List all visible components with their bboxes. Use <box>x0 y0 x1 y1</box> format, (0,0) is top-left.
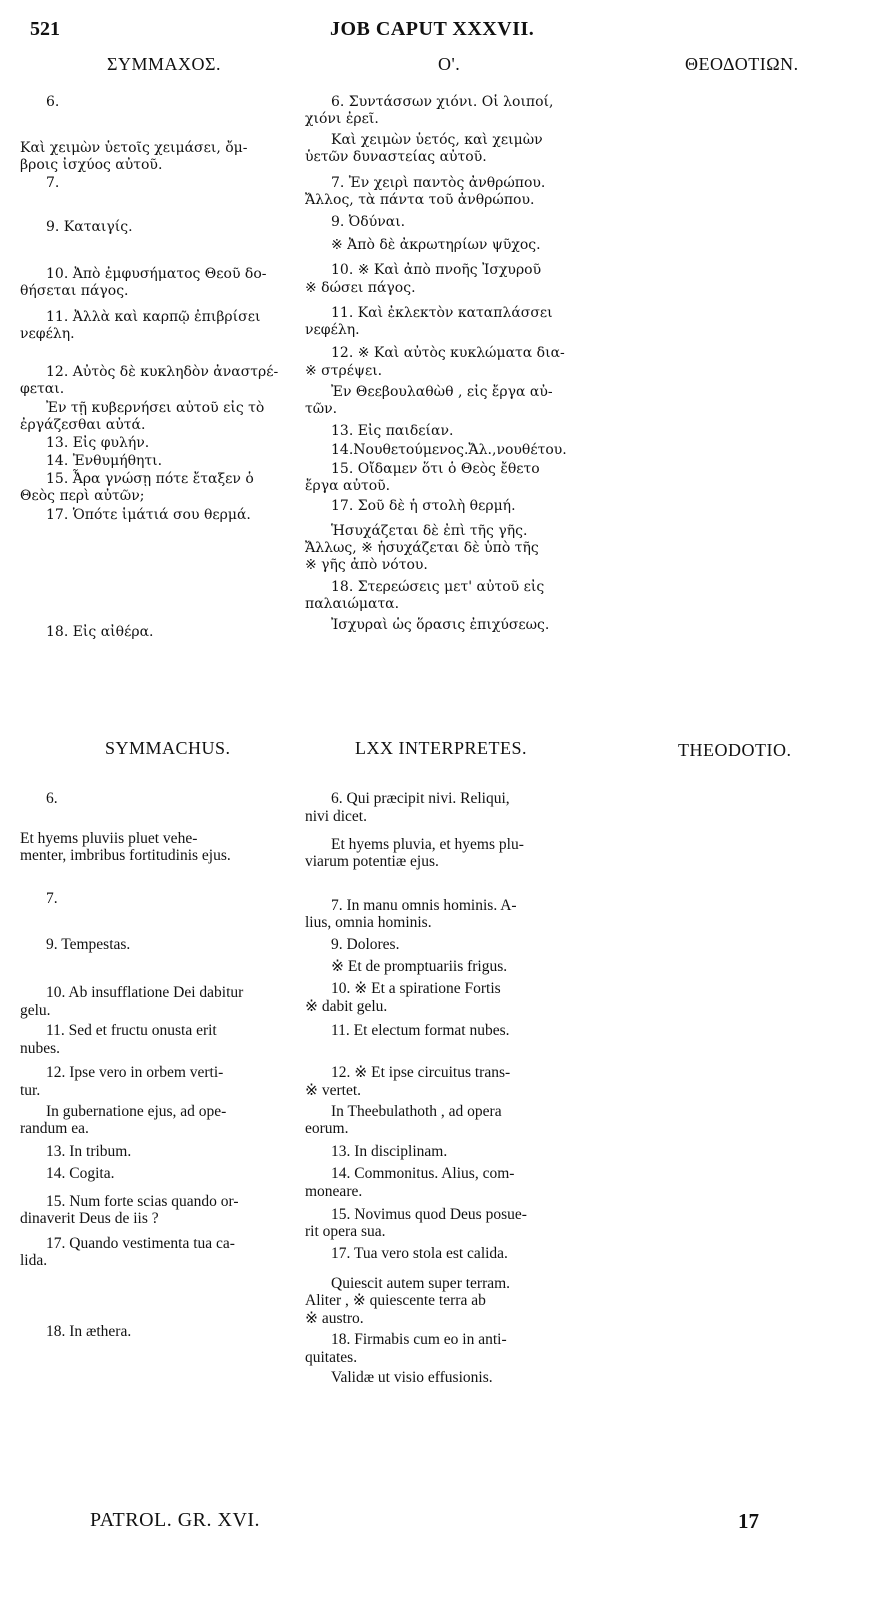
verse-line: νεφέλη. <box>20 326 75 342</box>
verse-line: 11. Ἀλλὰ καὶ καρπῷ ἐπιβρίσει <box>46 309 261 325</box>
page-signature: PATROL. GR. XVI. <box>90 1509 261 1531</box>
verse-line: 18. Στερεώσεις μετ' αὐτοῦ εἰς <box>331 579 545 595</box>
verse-line: 6. Qui præcipit nivi. Reliqui, <box>331 790 510 807</box>
verse-line: Καὶ χειμὼν ὑετοῖς χειμάσει, ὄμ- <box>20 140 248 156</box>
verse-line: rit opera sua. <box>305 1223 386 1240</box>
verse-line: νεφέλη. <box>305 322 360 338</box>
verse-line: 10. Ab insufflatione Dei dabitur <box>46 984 244 1001</box>
verse-line: 18. Firmabis cum eo in anti- <box>331 1331 507 1348</box>
verse-line: 17. Ὁπότε ἱμάτιά σου θερμά. <box>46 507 251 523</box>
verse-line: Et hyems pluvia, et hyems plu- <box>331 836 524 853</box>
greek-lxx-header: Ο'. <box>438 54 461 74</box>
latin-lxx-header: LXX INTERPRETES. <box>355 738 527 758</box>
verse-line: 9. Tempestas. <box>46 936 131 953</box>
verse-line: 11. Sed et fructu onusta erit <box>46 1022 217 1039</box>
verse-line: 7. In manu omnis hominis. A- <box>331 897 517 914</box>
verse-line: 14. Commonitus. Alius, com- <box>331 1165 515 1182</box>
verse-line: Ἐν τῇ κυβερνήσει αὐτοῦ εἰς τὸ <box>46 400 265 416</box>
verse-line: θήσεται πάγος. <box>20 283 129 299</box>
verse-line: 17. Σοῦ δὲ ἡ στολὴ θερμή. <box>331 498 516 514</box>
verse-line: ※ Et de promptuariis frigus. <box>331 958 508 975</box>
verse-line: ※ δώσει πάγος. <box>305 280 416 296</box>
sheet-number: 17 <box>738 1509 759 1533</box>
verse-line: παλαιώματα. <box>305 596 400 612</box>
verse-line: 18. In æthera. <box>46 1323 132 1340</box>
verse-line: 9. Ὀδύναι. <box>331 214 406 230</box>
verse-line: 15. Οἴδαμεν ὅτι ὁ Θεὸς ἔθετο <box>331 461 540 477</box>
verse-line: βροις ἰσχύος αὐτοῦ. <box>20 157 163 173</box>
verse-line: 11. Καὶ ἐκλεκτὸν καταπλάσσει <box>331 305 553 321</box>
latin-theodotion-header: THEODOTIO. <box>678 740 792 760</box>
verse-line: Aliter , ※ quiescente terra ab <box>305 1292 486 1309</box>
verse-line: tur. <box>20 1082 41 1099</box>
verse-line: Ἄλλος, τὰ πάντα τοῦ ἀνθρώπου. <box>305 192 535 208</box>
verse-line: ※ στρέψει. <box>305 363 383 379</box>
verse-line: 13. In disciplinam. <box>331 1143 448 1160</box>
verse-line: lius, omnia hominis. <box>305 914 432 931</box>
running-title: JOB CAPUT XXXVII. <box>330 18 535 40</box>
verse-line: 6. Συντάσσων χιόνι. Οἱ λοιποί, <box>331 94 554 110</box>
verse-line: Θεὸς περὶ αὐτῶν; <box>20 488 145 504</box>
verse-line: 14.Νουθετούμενος.Ἄλ.,νουθέτου. <box>331 442 567 458</box>
verse-line: Ἄλλως, ※ ἡσυχάζεται δὲ ὑπὸ τῆς <box>305 540 539 556</box>
verse-line: Καὶ χειμὼν ὑετός, καὶ χειμὼν <box>331 132 543 148</box>
verse-line: eorum. <box>305 1120 349 1137</box>
verse-line: ※ dabit gelu. <box>305 998 388 1015</box>
verse-line: In Theebulathoth , ad opera <box>331 1103 502 1120</box>
verse-line: Ἐν Θεεβουλαθὼθ , εἰς ἔργα αὐ- <box>331 384 553 400</box>
verse-line: 15. Ἆρα γνώσῃ πότε ἔταξεν ὁ <box>46 471 254 487</box>
verse-line: Et hyems pluviis pluet vehe- <box>20 830 198 847</box>
verse-line: nubes. <box>20 1040 61 1057</box>
verse-line: 13. In tribum. <box>46 1143 132 1160</box>
verse-line: 17. Quando vestimenta tua ca- <box>46 1235 235 1252</box>
verse-line: 18. Εἰς αἰθέρα. <box>46 624 154 640</box>
greek-theodotion-header: ΘΕΟΔΟΤΙΩΝ. <box>685 54 799 74</box>
verse-line: 7. <box>46 175 60 191</box>
latin-symmachus-header: SYMMACHUS. <box>105 738 231 758</box>
verse-line: φεται. <box>20 381 65 397</box>
verse-line: 14. Ἐνθυμήθητι. <box>46 453 163 469</box>
verse-line: ※ γῆς ἀπὸ νότου. <box>305 557 428 573</box>
verse-line: 14. Cogita. <box>46 1165 115 1182</box>
verse-line: 13. Εἰς φυλήν. <box>46 435 150 451</box>
verse-line: lida. <box>20 1252 48 1269</box>
verse-line: 7. <box>46 890 58 907</box>
greek-symmachus-header: ΣΥΜΜΑΧΟΣ. <box>107 54 221 74</box>
verse-line: randum ea. <box>20 1120 89 1137</box>
verse-line: 6. <box>46 790 58 807</box>
page-number: 521 <box>30 18 60 40</box>
verse-line: τῶν. <box>305 401 338 417</box>
verse-line: ἐργάζεσθαι αὐτά. <box>20 417 146 433</box>
verse-line: dinaverit Deus de iis ? <box>20 1210 159 1227</box>
verse-line: gelu. <box>20 1002 51 1019</box>
verse-line: Ἰσχυραὶ ὡς ὅρασις ἐπιχύσεως. <box>331 617 550 633</box>
verse-line: Ἡσυχάζεται δὲ ἐπὶ τῆς γῆς. <box>331 523 528 539</box>
verse-line: viarum potentiæ ejus. <box>305 853 439 870</box>
verse-line: 6. <box>46 94 60 110</box>
verse-line: ὑετῶν δυναστείας αὐτοῦ. <box>305 149 487 165</box>
verse-line: 10. Ἀπὸ ἐμφυσήματος Θεοῦ δο- <box>46 266 267 282</box>
verse-line: 7. Ἐν χειρὶ παντὸς ἀνθρώπου. <box>331 175 546 191</box>
verse-line: 13. Εἰς παιδείαν. <box>331 423 454 439</box>
verse-line: 10. ※ Et a spiratione Fortis <box>331 980 501 997</box>
verse-line: 12. Αὐτὸς δὲ κυκληδὸν ἀναστρέ- <box>46 364 279 380</box>
verse-line: χιόνι ἐρεῖ. <box>305 111 379 127</box>
verse-line: 9. Καταιγίς. <box>46 219 133 235</box>
verse-line: quitates. <box>305 1349 358 1366</box>
verse-line: 11. Et electum format nubes. <box>331 1022 510 1039</box>
verse-line: menter, imbribus fortitudinis ejus. <box>20 847 231 864</box>
verse-line: ※ austro. <box>305 1310 364 1327</box>
verse-line: ἔργα αὐτοῦ. <box>305 478 391 494</box>
verse-line: 9. Dolores. <box>331 936 400 953</box>
verse-line: 12. ※ Καὶ αὐτὸς κυκλώματα δια- <box>331 345 565 361</box>
verse-line: 10. ※ Καὶ ἀπὸ πνοῆς Ἰσχυροῦ <box>331 262 542 278</box>
verse-line: Quiescit autem super terram. <box>331 1275 511 1292</box>
verse-line: 17. Tua vero stola est calida. <box>331 1245 508 1262</box>
verse-line: moneare. <box>305 1183 363 1200</box>
verse-line: 15. Num forte scias quando or- <box>46 1193 239 1210</box>
verse-line: ※ vertet. <box>305 1082 362 1099</box>
verse-line: Validæ ut visio effusionis. <box>331 1369 493 1386</box>
verse-line: 12. ※ Et ipse circuitus trans- <box>331 1064 511 1081</box>
verse-line: In gubernatione ejus, ad ope- <box>46 1103 227 1120</box>
verse-line: 12. Ipse vero in orbem verti- <box>46 1064 224 1081</box>
verse-line: 15. Novimus quod Deus posue- <box>331 1206 527 1223</box>
verse-line: nivi dicet. <box>305 808 367 825</box>
verse-line: ※ Ἀπὸ δὲ ἀκρωτηρίων ψῦχος. <box>331 237 541 253</box>
